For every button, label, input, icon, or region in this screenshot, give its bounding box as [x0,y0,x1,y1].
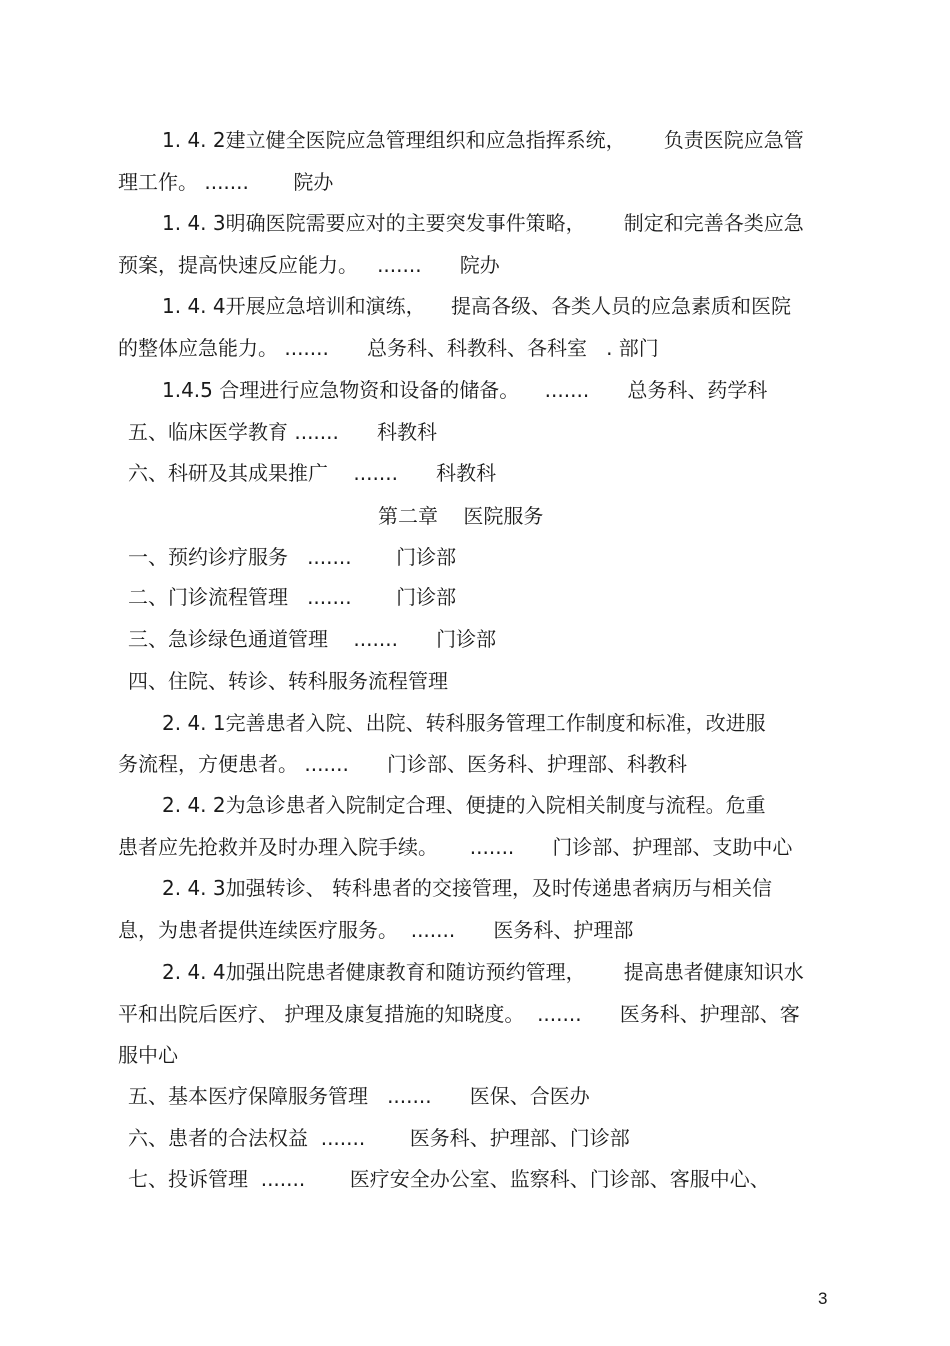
section-heading: 一、预约诊疗服务 ....... 门诊部 [128,545,457,569]
section-heading: 七、投诉管理 ....... 医疗安全办公室、监察科、门诊部、客服中心、 [128,1167,770,1191]
section-heading: 五、临床医学教育 ....... 科教科 [128,420,438,444]
text-line: 2. 4. 1完善患者入院、出院、转科服务管理工作制度和标准，改进服 [162,711,766,735]
text-line: 1.4.5 合理进行应急物资和设备的储备。 ....... 总务科、药学科 [162,378,768,402]
section-heading: 四、住院、转诊、转科服务流程管理 [128,669,448,693]
text-line: 理工作。 ....... 院办 [118,170,334,194]
text-line: 预案，提高快速反应能力。 ....... 院办 [118,253,500,277]
text-line: 平和出院后医疗、 护理及康复措施的知晓度。 ....... 医务科、护理部、客 [118,1002,800,1026]
text-line: 服中心 [118,1043,178,1067]
text-line: 2. 4. 3加强转诊、 转科患者的交接管理，及时传递患者病历与相关信 [162,876,772,900]
text-line: 2. 4. 4加强出院患者健康教育和随访预约管理， 提高患者健康知识水 [162,960,804,984]
text-line: 1. 4. 3明确医院需要应对的主要突发事件策略， 制定和完善各类应急 [162,211,804,235]
section-heading: 六、患者的合法权益 ....... 医务科、护理部、门诊部 [128,1126,630,1150]
page-number: 3 [818,1289,828,1308]
text-line: 1. 4. 4开展应急培训和演练， 提高各级、各类人员的应急素质和医院 [162,294,792,318]
text-line: 的整体应急能力。 ....... 总务科、科教科、各科室 . 部门 [118,336,659,360]
text-line: 息，为患者提供连续医疗服务。 ....... 医务科、护理部 [118,918,634,942]
text-line: 患者应先抢救并及时办理入院手续。 ....... 门诊部、护理部、支助中心 [118,835,793,859]
section-heading: 六、科研及其成果推广 ....... 科教科 [128,461,497,485]
section-heading: 三、急诊绿色通道管理 ....... 门诊部 [128,627,497,651]
section-heading: 二、门诊流程管理 ....... 门诊部 [128,585,457,609]
text-line: 务流程，方便患者。 ....... 门诊部、医务科、护理部、科教科 [118,752,688,776]
text-line: 1. 4. 2建立健全医院应急管理组织和应急指挥系统， 负责医院应急管 [162,128,804,152]
section-heading: 五、基本医疗保障服务管理 ....... 医保、合医办 [128,1084,590,1108]
text-line: 2. 4. 2为急诊患者入院制定合理、便捷的入院相关制度与流程。危重 [162,793,766,817]
chapter-title: 第二章 医院服务 [378,504,544,528]
